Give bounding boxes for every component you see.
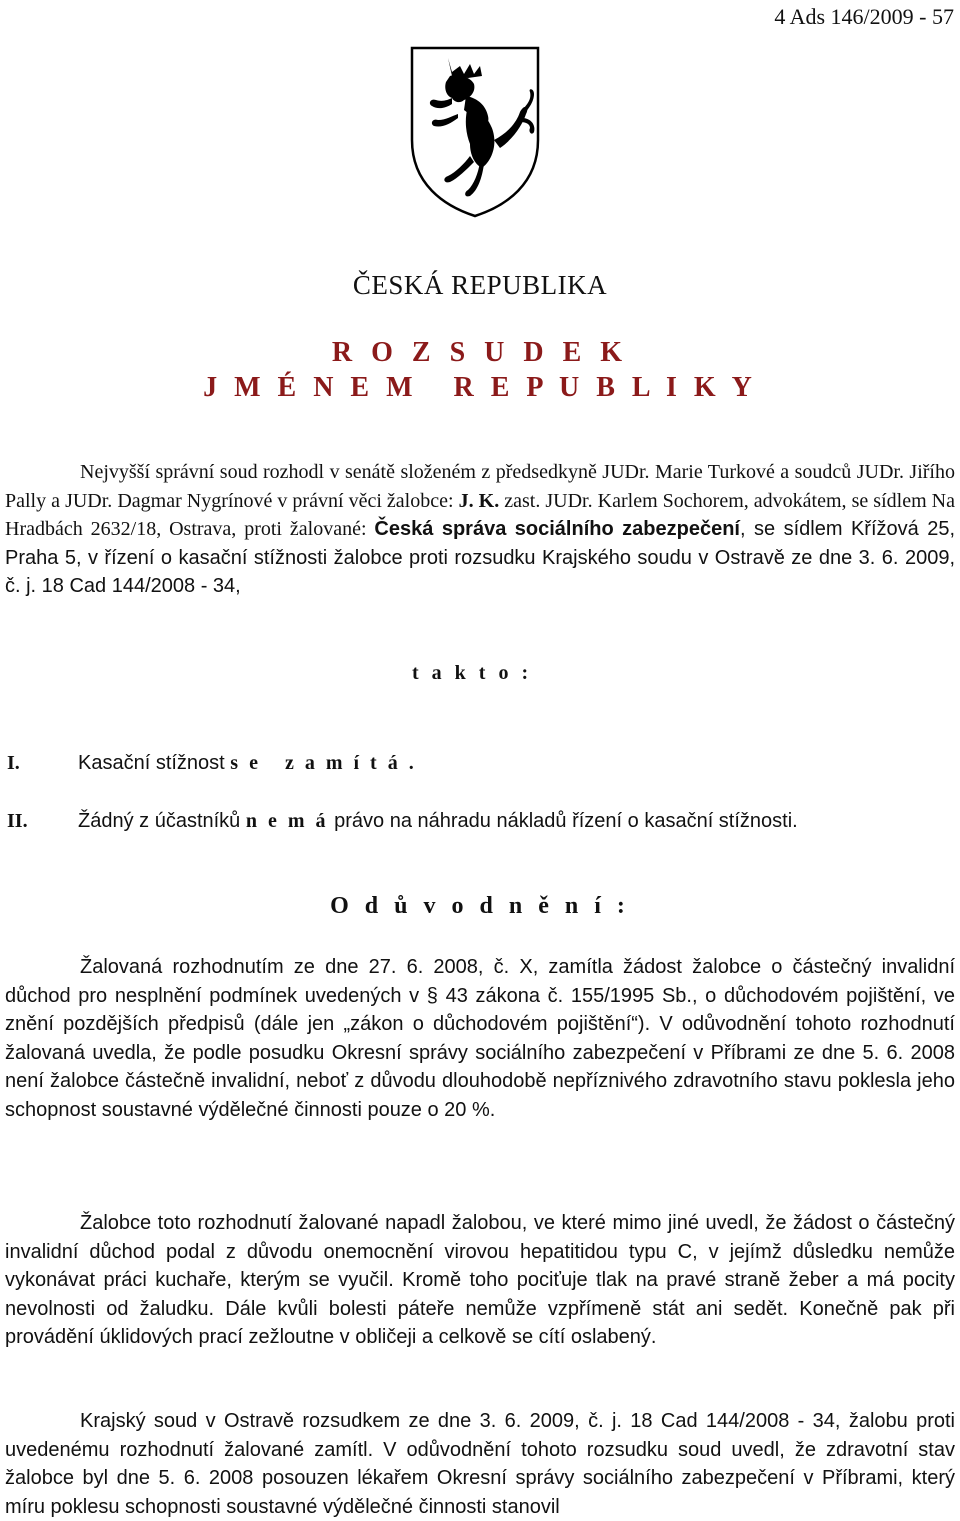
case-number: 4 Ads 146/2009 - 57 [774,4,954,29]
reasoning-paragraph-1 [5,953,955,1125]
intro-text-3: , se sídlem Křížová 25, Praha 5, v řízení o kasační stížnosti žalobce proti rozsudku Krajského soudu v Ostravě ze dne 3. 6. 2009, č. j. 18 Cad 144/2008 - 34, [5,518,956,598]
reasoning-text: Krajský soud v Ostravě rozsudkem ze dne 3. 6. 2009, č. j. 18 Cad 144/2008 - 34, žalobu proti uvedenému rozhodnutí žalované zamítl. V odůvodnění tohoto rozsudku soud uvedl, že zdravotní stav žalobce byl dne 5. 6. 2008 posouzen lékařem Okresní správy sociálního zabezpečení v Příbrami, který míru poklesu schopnosti soustavné výdělečné činnosti stanovil [5,1410,955,1518]
reasoning-text: Žalovaná rozhodnutím ze dne 27. 6. 2008, č. X, zamítla žádost žalobce o částečný invalidní důchod pro nesplnění podmínek uvedených v § 43 zákona č. 155/1995 Sb., o důchodovém pojištění, ve znění pozdějších předpisů (dále jen „zákon o důchodovém pojištění“). V odůvodnění tohoto rozhodnutí žalovaná uvedla, že podle posudku Okresní správy sociálního zabezpečení v Příbrami ze dne 5. 6. 2008 není žalobce částečně invalidní, neboť z důvodu dlouhodobě nepříznivého zdravotního stavu poklesla jeho schopnost soustavné výdělečné činnosti pouze o 20 %. [5,956,955,1121]
plaintiff-name: J. K. [458,489,500,512]
verdict-emphasis: s e z a m í t á . [230,752,417,774]
intro-text-2: zast. JUDr. Karlem Sochorem, advokátem, se sídlem Na Hradbách 2632/18, Ostrava, proti žalované: [5,489,955,541]
reasoning-heading: O d ů v o d n ě n í : [330,893,630,919]
czech-lion-emblem-icon [408,44,542,220]
verdict-text: Žádný z účastníků [78,810,246,832]
judgment-subtitle: J M É N E M R E P U B L I K Y [203,372,757,403]
verdict-text-after: právo na náhradu nákladů řízení o kasační stížnosti. [328,810,798,832]
reasoning-text: Žalobce toto rozhodnutí žalované napadl žalobou, ve které mimo jiné uvedl, že žádost o částečný invalidní důchod podal z důvodu onemocnění virovou hepatitidou typu C, v jejímž důsledku nemůže vykonávat práci kuchaře, kterým se vyučil. Kromě toho pociťuje tlak na pravé straně žeber a má pocity nevolnosti od žaludku. Dále kvůli bolesti páteře nemůže vzpřímeně stát ani sedět. Konečně pak při provádění úklidových prací zežloutne v obličeji a celkově se cítí oslabený. [5,1212,955,1349]
reasoning-paragraph-2 [5,1209,955,1352]
intro-text-1: Nejvyšší správní soud rozhodl v senátě složeném z předsedkyně JUDr. Marie Turkové a soudců JUDr. Jiřího Pally a JUDr. Dagmar Nygrínové v právní věci žalobce: [5,461,955,512]
verdict-number: I. [7,752,20,774]
verdict-number: II. [7,810,28,832]
judgment-title: R O Z S U D E K [331,337,629,368]
verdict-emphasis: n e m á [245,810,329,832]
state-name: ČESKÁ REPUBLIKA [352,270,608,300]
intro-paragraph [5,458,955,601]
verdict-heading: t a k t o : [412,662,533,684]
verdict-text: Kasační stížnost [78,752,231,774]
defendant-name: Česká správa sociálního zabezpečení [374,518,740,541]
reasoning-paragraph-3 [5,1407,955,1521]
